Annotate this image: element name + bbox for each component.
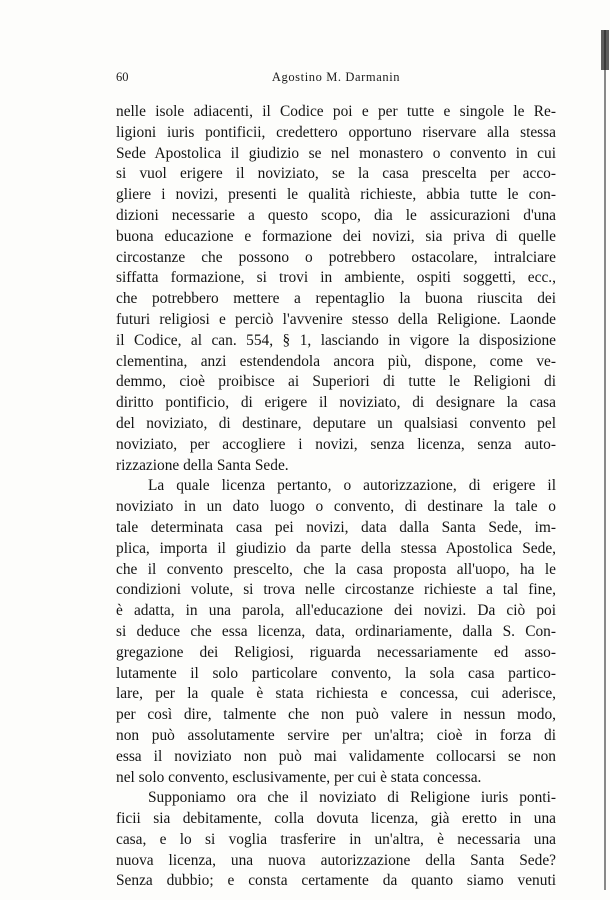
text-line: tale determinata casa pei novizi, data dalla Santa Sede, im- (116, 518, 556, 536)
text-line: demmo, cioè proibisce ai Superiori di tutte le Religioni di (116, 373, 556, 391)
text-line: che il convento prescelto, che la casa proposta all'uopo, ha le (116, 560, 556, 578)
text-line: noviziato, per accogliere i novizi, senza licenza, senza auto- (116, 435, 556, 453)
text-line: nuova licenza, una nuova autorizzazione della Santa Sede? (116, 851, 556, 869)
page-number: 60 (116, 70, 129, 84)
text-line: casa, e lo si voglia trasferire in un'altra, è necessaria una (116, 830, 556, 848)
text-line: Sede Apostolica il giudizio se nel monastero o convento in cui (116, 144, 556, 162)
text-line: si deduce che essa licenza, data, ordinariamente, dalla S. Con- (116, 622, 556, 640)
text-line: siffatta formazione, si trovi in ambiente, ospiti soggetti, ecc., (116, 269, 556, 287)
running-head: Agostino M. Darmanin (271, 70, 401, 84)
text-line: plica, importa il giudizio da parte della stessa Apostolica Sede, (116, 539, 556, 557)
text-line: essa il noviziato non può mai validamente collocarsi se non (116, 747, 556, 765)
text-line: buona educazione e formazione dei novizi, sia priva di quelle (116, 227, 556, 245)
text-line: per così dire, talmente che non può valere in nessun modo, (116, 706, 556, 724)
text-line: noviziato in un dato luogo o convento, di destinare la tale o (116, 498, 556, 516)
text-line: diritto pontificio, di erigere il noviziato, di designare la casa (116, 394, 556, 412)
text-line: si vuol erigere il noviziato, se la casa prescelta per acco- (116, 165, 556, 183)
text-line: non può assolutamente servire per un'altra; cioè in forza di (116, 726, 556, 744)
text-line: gregazione dei Religiosi, riguarda necessariamente ed asso- (116, 643, 556, 661)
text-line: La quale licenza pertanto, o autorizzazione, di erigere il (148, 477, 556, 495)
text-line: il Codice, al can. 554, § 1, lasciando in vigore la disposizione (116, 331, 556, 349)
text-line: dizioni necessarie a questo scopo, dia le assicurazioni d'una (116, 206, 556, 224)
body-text (116, 102, 556, 892)
page-edge-mark (601, 30, 609, 70)
text-line: nelle isole adiacenti, il Codice poi e per tutte e singole le Re- (116, 103, 556, 120)
text-line: lare, per la quale è stata richiesta e concessa, cui aderisce, (116, 685, 556, 703)
text-line: rizzazione della Santa Sede. (116, 456, 289, 474)
text-line: che potrebbero mettere a repentaglio la buona riuscita dei (116, 290, 556, 308)
text-line: futuri religiosi e perciò l'avvenire stesso della Religione. Laonde (116, 310, 556, 328)
text-line: nel solo convento, esclusivamente, per cui è stata concessa. (116, 768, 482, 786)
text-line: Senza dubbio; e consta certamente da quanto siamo venuti (116, 872, 556, 890)
text-line: è adatta, in una parola, all'educazione dei novizi. Da ciò poi (116, 602, 556, 620)
text-line: lutamente il solo particolare convento, la sola casa partico- (116, 664, 556, 682)
text-line: Supponiamo ora che il noviziato di Religione iuris ponti- (148, 789, 556, 807)
text-line: circostanze che possono o potrebbero ostacolare, intralciare (116, 248, 556, 266)
page-edge-line (604, 30, 606, 890)
text-line: gliere i novizi, presenti le qualità richieste, abbia tutte le con- (116, 186, 556, 204)
text-line: ficii sia debitamente, colla dovuta licenza, già eretto in una (116, 810, 556, 828)
text-line: condizioni volute, si trova nelle circostanze richieste a tal fine, (116, 581, 556, 599)
page-header (116, 70, 556, 90)
text-line: ligioni iuris pontificii, credettero opportuno riservare alla stessa (116, 123, 556, 141)
text-line: clementina, anzi estendendola ancora più, dispone, come ve- (116, 352, 556, 370)
text-line: del noviziato, di destinare, deputare un qualsiasi convento pel (116, 414, 556, 432)
